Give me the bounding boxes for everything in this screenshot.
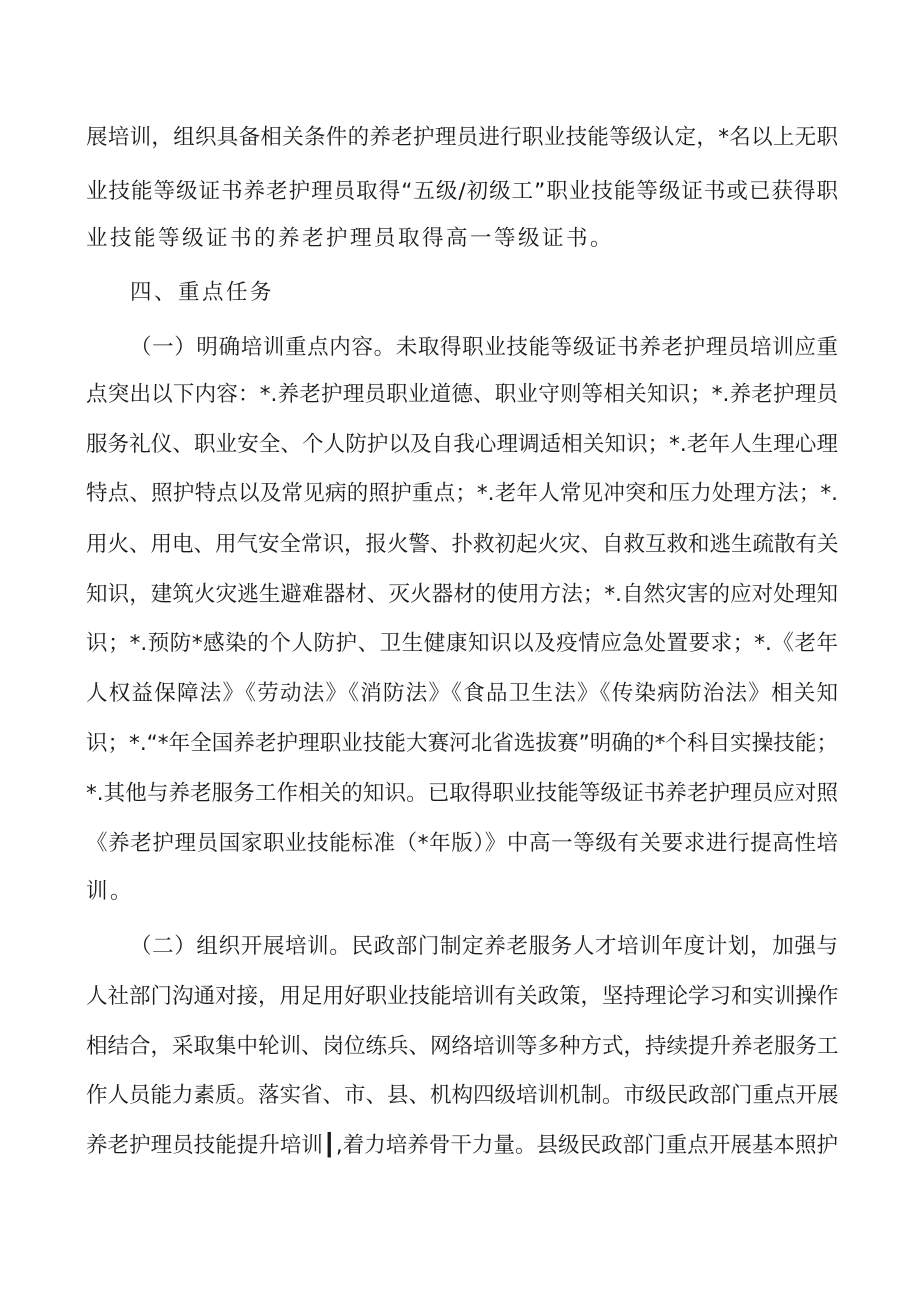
text-line: 人社部门沟通对接，用足用好职业技能培训有关政策，坚持理论学习和实训操作: [86, 984, 839, 1009]
section-heading: 四、重点任务: [130, 280, 275, 305]
text-line: 特点、照护特点以及常见病的照护重点；*.老年人常见冲突和压力处理方法；*.: [86, 481, 838, 506]
text-line: 业技能等级证书的养老护理员取得高一等级证书。: [86, 226, 615, 251]
text-line: 服务礼仪、职业安全、个人防护以及自我心理调适相关知识；*.老年人生理心理: [86, 432, 838, 457]
text-line: 识；*.“*年全国养老护理职业技能大赛河北省选拔赛”明确的*个科目实操技能；: [86, 731, 838, 756]
text-line: 展培训，组织具备相关条件的养老护理员进行职业技能等级认定，*名以上无职: [86, 125, 838, 150]
text-line: 训。: [86, 879, 135, 904]
text-line: 业技能等级证书养老护理员取得“五级/初级工”职业技能等级证书或已获得职: [86, 179, 838, 204]
text-line: 用火、用电、用气安全常识，报火警、扑救初起火灾、自救互救和逃生疏散有关: [86, 532, 839, 557]
text-line: *.其他与养老服务工作相关的知识。已取得职业技能等级证书养老护理员应对照: [86, 781, 838, 806]
text-line: （二）组织开展培训。民政部门制定养老服务人才培训年度计划，加强与: [130, 934, 838, 959]
text-line: （一）明确培训重点内容。未取得职业技能等级证书养老护理员培训应重: [130, 335, 838, 360]
text-line: 知识，建筑火灾逃生避难器材、灭火器材的使用方法；*.自然灾害的应对处理知: [86, 582, 838, 607]
text-line: 相结合，采取集中轮训、岗位练兵、网络培训等多种方式，持续提升养老服务工: [86, 1034, 839, 1059]
text-line: 点突出以下内容：*.养老护理员职业道德、职业守则等相关知识；*.养老护理员: [86, 382, 838, 407]
text-line: 《养老护理员国家职业技能标准（*年版）》中高一等级有关要求进行提高性培: [86, 831, 838, 856]
text-line: 识；*.预防*感染的个人防护、卫生健康知识以及疫情应急处置要求；*.《老年: [86, 631, 838, 656]
text-line: 作人员能力素质。落实省、市、县、机构四级培训机制。市级民政部门重点开展: [86, 1083, 839, 1108]
text-line: 人权益保障法》《劳动法》《消防法》《食品卫生法》《传染病防治法》相关知: [86, 681, 838, 706]
text-line: 养老护理员技能提升培训┃,着力培养骨干力量。县级民政部门重点开展基本照护: [86, 1133, 838, 1158]
